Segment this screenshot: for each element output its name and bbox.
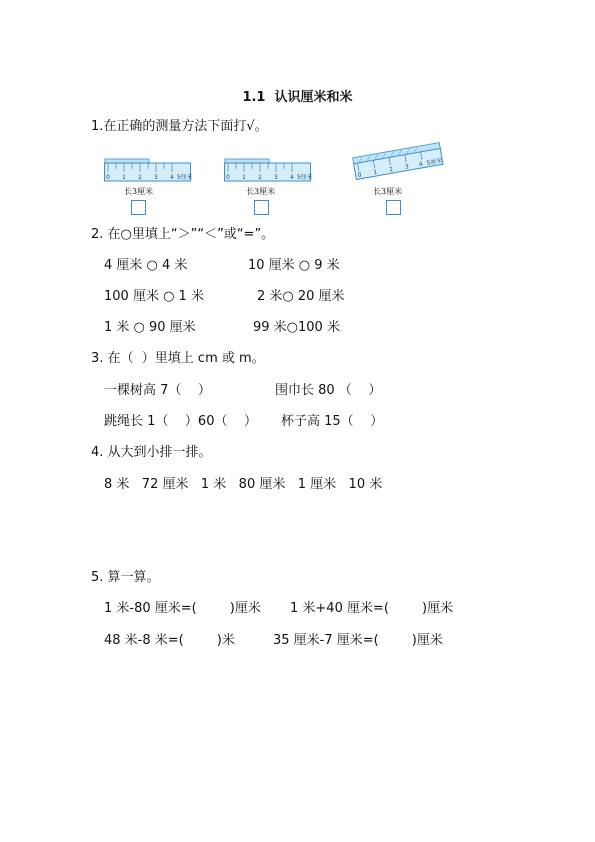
question-4-prompt: 4. 从大到小排一排。 xyxy=(91,445,212,460)
q3-item: 跳绳长 1（ ）60（ ） xyxy=(104,414,258,429)
q5-item: 1 米-80 厘米=( )厘米 xyxy=(104,601,261,616)
question-2-prompt: 2. 在○里填上“＞”“＜”或“=”。 xyxy=(91,227,275,242)
ruler-3-image xyxy=(350,140,446,184)
page-title: 1.1 认识厘米和米 xyxy=(242,90,353,105)
q2-item: 1 米 ○ 90 厘米 xyxy=(104,320,196,335)
q5-item: 48 米-8 米=( )米 xyxy=(104,633,235,648)
q3-item: 杯子高 15（ ） xyxy=(281,414,384,429)
svg-text:1: 1 xyxy=(122,174,126,181)
svg-text:3: 3 xyxy=(404,163,410,171)
q3-item: 围巾长 80 （ ） xyxy=(275,383,382,398)
svg-text:2: 2 xyxy=(138,174,142,181)
svg-text:1: 1 xyxy=(242,174,246,181)
q2-item: 2 米○ 20 厘米 xyxy=(257,289,345,304)
svg-text:3: 3 xyxy=(274,174,278,181)
svg-text:2: 2 xyxy=(388,166,394,174)
svg-text:1: 1 xyxy=(372,168,378,177)
ruler-2-label: 长3厘米 xyxy=(246,187,276,196)
question-1-prompt: 1.在正确的测量方法下面打√。 xyxy=(91,119,268,134)
ruler-3-label: 长3厘米 xyxy=(373,187,403,196)
svg-text:2: 2 xyxy=(258,174,262,181)
svg-text:5厘米: 5厘米 xyxy=(297,174,312,181)
ruler-figure-2 xyxy=(224,158,312,186)
ruler-figure-1 xyxy=(104,158,192,186)
ruler-figure-3 xyxy=(350,140,446,188)
q5-item: 35 厘米-7 厘米=( )厘米 xyxy=(273,633,443,648)
svg-text:5厘米: 5厘米 xyxy=(177,174,192,181)
q2-item: 99 米○100 米 xyxy=(253,320,340,335)
answer-box-3[interactable] xyxy=(386,200,401,215)
q2-item: 10 厘米 ○ 9 米 xyxy=(248,258,340,273)
q2-item: 4 厘米 ○ 4 米 xyxy=(104,258,188,273)
ruler-1-image xyxy=(104,158,192,182)
svg-text:0: 0 xyxy=(226,174,230,181)
svg-text:0: 0 xyxy=(106,174,110,181)
q2-item: 100 厘米 ○ 1 米 xyxy=(104,289,204,304)
svg-text:4: 4 xyxy=(170,174,174,181)
svg-text:4: 4 xyxy=(418,160,424,169)
ruler-1-label: 长3厘米 xyxy=(124,187,154,196)
answer-box-1[interactable] xyxy=(131,200,146,215)
answer-box-2[interactable] xyxy=(254,200,269,215)
question-5-prompt: 5. 算一算。 xyxy=(91,570,160,585)
svg-text:5厘米: 5厘米 xyxy=(426,157,443,167)
svg-text:4: 4 xyxy=(290,174,294,181)
question-3-prompt: 3. 在（ ）里填上 cm 或 m。 xyxy=(91,351,265,366)
ruler-2-image xyxy=(224,158,312,182)
q4-items: 8 米 72 厘米 1 米 80 厘米 1 厘米 10 米 xyxy=(104,477,383,492)
q5-item: 1 米+40 厘米=( )厘米 xyxy=(290,601,454,616)
q3-item: 一棵树高 7（ ） xyxy=(104,383,211,398)
svg-text:0: 0 xyxy=(357,171,363,180)
svg-text:3: 3 xyxy=(154,174,158,181)
